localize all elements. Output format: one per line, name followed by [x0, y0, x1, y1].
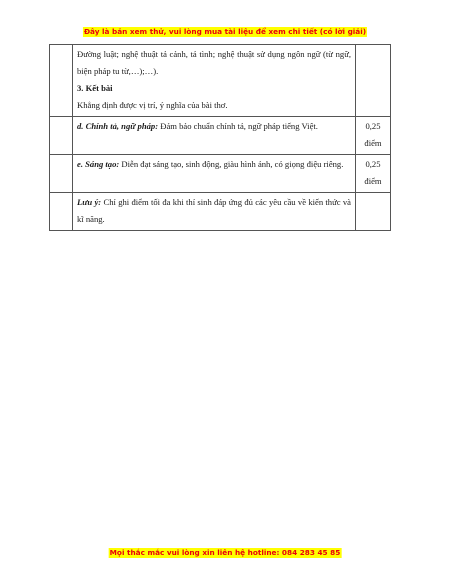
- preview-notice-banner: Đây là bản xem thử, vui lòng mua tài liệu để xem chi tiết (có lời giải): [83, 27, 367, 36]
- grading-table: [49, 44, 391, 231]
- criteria-label: e. Sáng tạo:: [77, 159, 120, 169]
- table-row: [50, 45, 391, 117]
- criteria-text: Đường luật; nghệ thuật tả cảnh, tả tình; nghệ thuật sử dụng ngôn ngữ (từ ngữ, biện pháp tu từ,…);…).: [77, 49, 351, 76]
- score-cell: [356, 45, 391, 117]
- index-cell: [50, 45, 73, 117]
- note-cell: [73, 193, 356, 231]
- index-cell: [50, 117, 73, 155]
- table-row: [50, 193, 391, 231]
- section-heading: 3. Kết bài: [77, 83, 113, 93]
- score-cell: 0,25 điểm: [356, 117, 391, 155]
- criteria-cell: [73, 45, 356, 117]
- score-cell: [356, 193, 391, 231]
- criteria-text: Khẳng định được vị trí, ý nghĩa của bài thơ.: [77, 100, 228, 110]
- table-row: [50, 155, 391, 193]
- note-text: Chỉ ghi điểm tối đa khi thí sinh đáp ứng đủ các yêu cầu về kiến thức và kĩ năng.: [77, 197, 351, 224]
- criteria-text: Diễn đạt sáng tạo, sinh động, giàu hình ảnh, có giọng điệu riêng.: [119, 159, 344, 169]
- note-label: Lưu ý:: [77, 197, 102, 207]
- score-cell: 0,25 điểm: [356, 155, 391, 193]
- hotline-banner: Mọi thắc mắc vui lòng xin liên hệ hotline: 084 283 45 85: [109, 548, 341, 557]
- criteria-text: Đảm bảo chuẩn chính tả, ngữ pháp tiếng Việt.: [158, 121, 318, 131]
- criteria-label: d. Chính tả, ngữ pháp:: [77, 121, 159, 131]
- criteria-cell: [73, 155, 356, 193]
- criteria-cell: [73, 117, 356, 155]
- index-cell: [50, 155, 73, 193]
- table-row: [50, 117, 391, 155]
- index-cell: [50, 193, 73, 231]
